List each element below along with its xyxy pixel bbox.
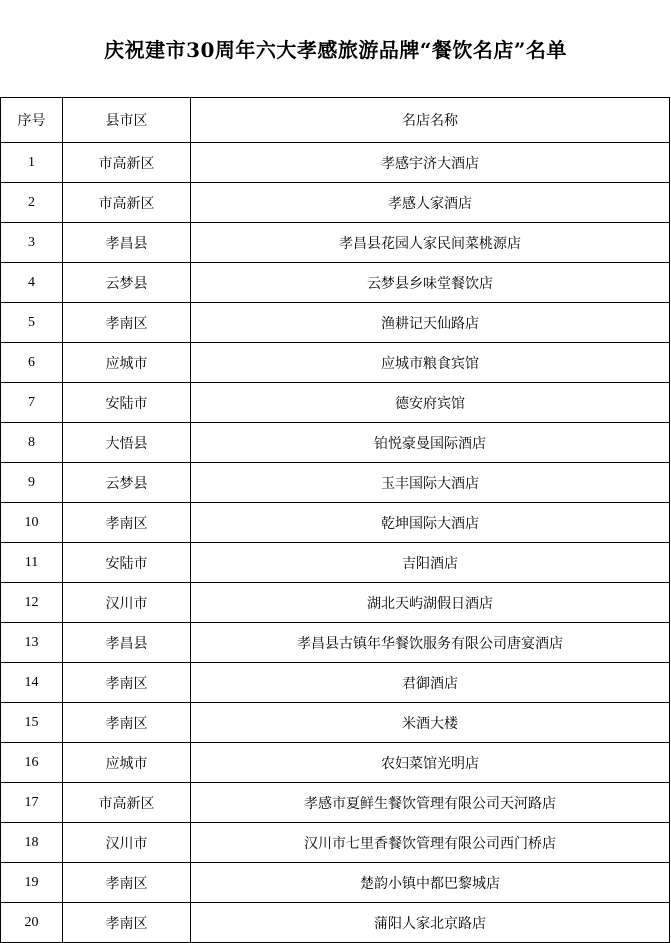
row-index-cell: 1	[1, 143, 63, 183]
row-restaurant-name-cell: 蒲阳人家北京路店	[191, 903, 670, 943]
page-title: 庆祝建市30周年六大孝感旅游品牌“餐饮名店”名单	[104, 38, 567, 62]
row-index-cell: 8	[1, 423, 63, 463]
row-district-cell: 云梦县	[63, 463, 191, 503]
row-restaurant-name-cell: 云梦县乡味堂餐饮店	[191, 263, 670, 303]
row-district-cell: 市高新区	[63, 783, 191, 823]
row-district-cell: 市高新区	[63, 183, 191, 223]
row-index-cell: 3	[1, 223, 63, 263]
table-row	[1, 503, 670, 543]
row-restaurant-name-cell: 吉阳酒店	[191, 543, 670, 583]
table-row	[1, 583, 670, 623]
row-district-cell: 云梦县	[63, 263, 191, 303]
row-district-cell: 汉川市	[63, 583, 191, 623]
column-header-district: 县市区	[63, 98, 191, 143]
table-row	[1, 663, 670, 703]
table-row	[1, 703, 670, 743]
row-restaurant-name-cell: 孝感人家酒店	[191, 183, 670, 223]
row-restaurant-name-cell: 君御酒店	[191, 663, 670, 703]
row-restaurant-name-cell: 米酒大楼	[191, 703, 670, 743]
table-row	[1, 903, 670, 943]
row-restaurant-name-cell: 农妇菜馆光明店	[191, 743, 670, 783]
row-restaurant-name-cell: 德安府宾馆	[191, 383, 670, 423]
row-restaurant-name-cell: 楚韵小镇中都巴黎城店	[191, 863, 670, 903]
restaurant-list-table	[0, 97, 670, 943]
row-district-cell: 孝南区	[63, 503, 191, 543]
table-row	[1, 263, 670, 303]
row-district-cell: 孝南区	[63, 903, 191, 943]
row-index-cell: 11	[1, 543, 63, 583]
row-district-cell: 应城市	[63, 743, 191, 783]
row-district-cell: 应城市	[63, 343, 191, 383]
row-district-cell: 汉川市	[63, 823, 191, 863]
table-row	[1, 743, 670, 783]
row-restaurant-name-cell: 乾坤国际大酒店	[191, 503, 670, 543]
row-index-cell: 7	[1, 383, 63, 423]
table-row	[1, 423, 670, 463]
row-index-cell: 4	[1, 263, 63, 303]
row-index-cell: 2	[1, 183, 63, 223]
table-row	[1, 463, 670, 503]
row-district-cell: 市高新区	[63, 143, 191, 183]
row-district-cell: 孝南区	[63, 303, 191, 343]
row-index-cell: 5	[1, 303, 63, 343]
row-index-cell: 14	[1, 663, 63, 703]
row-district-cell: 孝南区	[63, 703, 191, 743]
row-district-cell: 孝南区	[63, 863, 191, 903]
row-district-cell: 安陆市	[63, 383, 191, 423]
row-restaurant-name-cell: 孝昌县古镇年华餐饮服务有限公司唐宴酒店	[191, 623, 670, 663]
table-row	[1, 303, 670, 343]
row-index-cell: 9	[1, 463, 63, 503]
row-restaurant-name-cell: 汉川市七里香餐饮管理有限公司西门桥店	[191, 823, 670, 863]
row-index-cell: 18	[1, 823, 63, 863]
row-district-cell: 孝南区	[63, 663, 191, 703]
table-row	[1, 863, 670, 903]
row-restaurant-name-cell: 应城市粮食宾馆	[191, 343, 670, 383]
row-restaurant-name-cell: 渔耕记天仙路店	[191, 303, 670, 343]
table-row	[1, 343, 670, 383]
row-restaurant-name-cell: 玉丰国际大酒店	[191, 463, 670, 503]
table-row	[1, 143, 670, 183]
row-restaurant-name-cell: 孝感宇济大酒店	[191, 143, 670, 183]
row-index-cell: 13	[1, 623, 63, 663]
row-district-cell: 孝昌县	[63, 623, 191, 663]
row-index-cell: 6	[1, 343, 63, 383]
column-header-restaurant-name: 名店名称	[191, 98, 670, 143]
row-index-cell: 16	[1, 743, 63, 783]
table-row	[1, 383, 670, 423]
row-district-cell: 安陆市	[63, 543, 191, 583]
row-restaurant-name-cell: 孝感市夏鲜生餐饮管理有限公司天河路店	[191, 783, 670, 823]
row-restaurant-name-cell: 孝昌县花园人家民间菜桃源店	[191, 223, 670, 263]
table-row	[1, 783, 670, 823]
row-restaurant-name-cell: 湖北天屿湖假日酒店	[191, 583, 670, 623]
row-index-cell: 19	[1, 863, 63, 903]
row-district-cell: 孝昌县	[63, 223, 191, 263]
table-row	[1, 183, 670, 223]
column-header-index: 序号	[1, 98, 63, 143]
table-row	[1, 543, 670, 583]
table-header-row	[1, 98, 670, 143]
table-row	[1, 623, 670, 663]
row-restaurant-name-cell: 铂悦豪曼国际酒店	[191, 423, 670, 463]
table-body	[1, 143, 670, 943]
table-row	[1, 823, 670, 863]
row-index-cell: 12	[1, 583, 63, 623]
row-index-cell: 10	[1, 503, 63, 543]
row-index-cell: 15	[1, 703, 63, 743]
table-row	[1, 223, 670, 263]
row-index-cell: 20	[1, 903, 63, 943]
row-district-cell: 大悟县	[63, 423, 191, 463]
row-index-cell: 17	[1, 783, 63, 823]
